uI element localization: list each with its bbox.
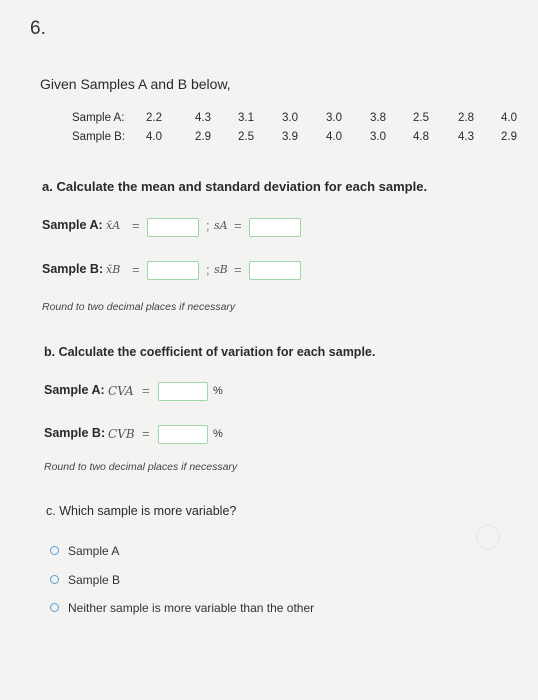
sample-b-value: 3.0 <box>370 131 386 143</box>
option-sample-b[interactable] <box>50 573 120 587</box>
mean-a-symbol: x̄A <box>106 219 121 232</box>
part-a-sample-b-label: Sample B: <box>42 262 104 276</box>
option-neither[interactable] <box>50 601 314 615</box>
part-b-rounding-note: Round to two decimal places if necessary <box>44 461 238 473</box>
mean-b-symbol: x̄B <box>106 263 121 276</box>
cv-a-input[interactable] <box>158 382 208 401</box>
option-sample-a-label: Sample A <box>68 544 120 558</box>
part-a-rounding-note: Round to two decimal places if necessary <box>42 301 236 313</box>
question-number: 6. <box>30 18 46 39</box>
cv-a-percent: % <box>213 385 223 397</box>
separator: ; <box>206 262 210 277</box>
radio-sample-a[interactable] <box>50 546 59 555</box>
cv-a-equals: = <box>142 383 150 398</box>
sd-b-equals: = <box>234 262 242 277</box>
cv-a-symbol: CVA <box>108 384 134 398</box>
part-c-prompt: c. Which sample is more variable? <box>46 504 237 518</box>
part-b-sample-b-label: Sample B: <box>44 426 106 440</box>
sample-a-value: 4.3 <box>195 112 211 124</box>
sample-a-value: 3.0 <box>282 112 298 124</box>
separator: ; <box>206 218 210 233</box>
sample-a-value: 2.2 <box>146 112 162 124</box>
sd-a-input[interactable] <box>249 218 301 237</box>
sample-a-value: 2.5 <box>413 112 429 124</box>
sample-a-row-label: Sample A: <box>72 112 125 124</box>
mean-a-equals: = <box>132 218 140 233</box>
sample-a-value: 3.0 <box>326 112 342 124</box>
sample-b-value: 3.9 <box>282 131 298 143</box>
sample-b-value: 4.0 <box>146 131 162 143</box>
intro-text: Given Samples A and B below, <box>40 76 231 92</box>
sample-b-value: 4.3 <box>458 131 474 143</box>
cv-b-percent: % <box>213 428 223 440</box>
cv-b-input[interactable] <box>158 425 208 444</box>
sample-a-value: 3.1 <box>238 112 254 124</box>
radio-neither[interactable] <box>50 603 59 612</box>
sample-a-value: 2.8 <box>458 112 474 124</box>
sample-a-value: 3.8 <box>370 112 386 124</box>
option-sample-a[interactable] <box>50 544 119 558</box>
sd-a-equals: = <box>234 218 242 233</box>
sample-b-value: 2.9 <box>501 131 517 143</box>
mean-a-input[interactable] <box>147 218 199 237</box>
mean-b-input[interactable] <box>147 261 199 280</box>
part-b-prompt: b. Calculate the coefficient of variation for each sample. <box>44 345 376 359</box>
radio-sample-b[interactable] <box>50 575 59 584</box>
cv-b-equals: = <box>142 426 150 441</box>
sd-b-symbol: sB <box>214 263 228 276</box>
part-a-sample-a-label: Sample A: <box>42 218 103 232</box>
sample-a-value: 4.0 <box>501 112 517 124</box>
part-a-prompt: a. Calculate the mean and standard deviation for each sample. <box>42 179 428 194</box>
option-sample-b-label: Sample B <box>68 573 121 587</box>
sample-b-row-label: Sample B: <box>72 131 126 143</box>
part-b-sample-a-label: Sample A: <box>44 383 105 397</box>
decorative-circle <box>476 525 500 549</box>
option-neither-label: Neither sample is more variable than the other <box>68 601 315 615</box>
sd-b-input[interactable] <box>249 261 301 280</box>
sd-a-symbol: sA <box>214 219 228 232</box>
cv-b-symbol: CVB <box>108 427 135 441</box>
mean-b-equals: = <box>132 262 140 277</box>
sample-b-value: 2.9 <box>195 131 211 143</box>
sample-b-value: 4.0 <box>326 131 342 143</box>
sample-b-value: 4.8 <box>413 131 429 143</box>
sample-b-value: 2.5 <box>238 131 254 143</box>
